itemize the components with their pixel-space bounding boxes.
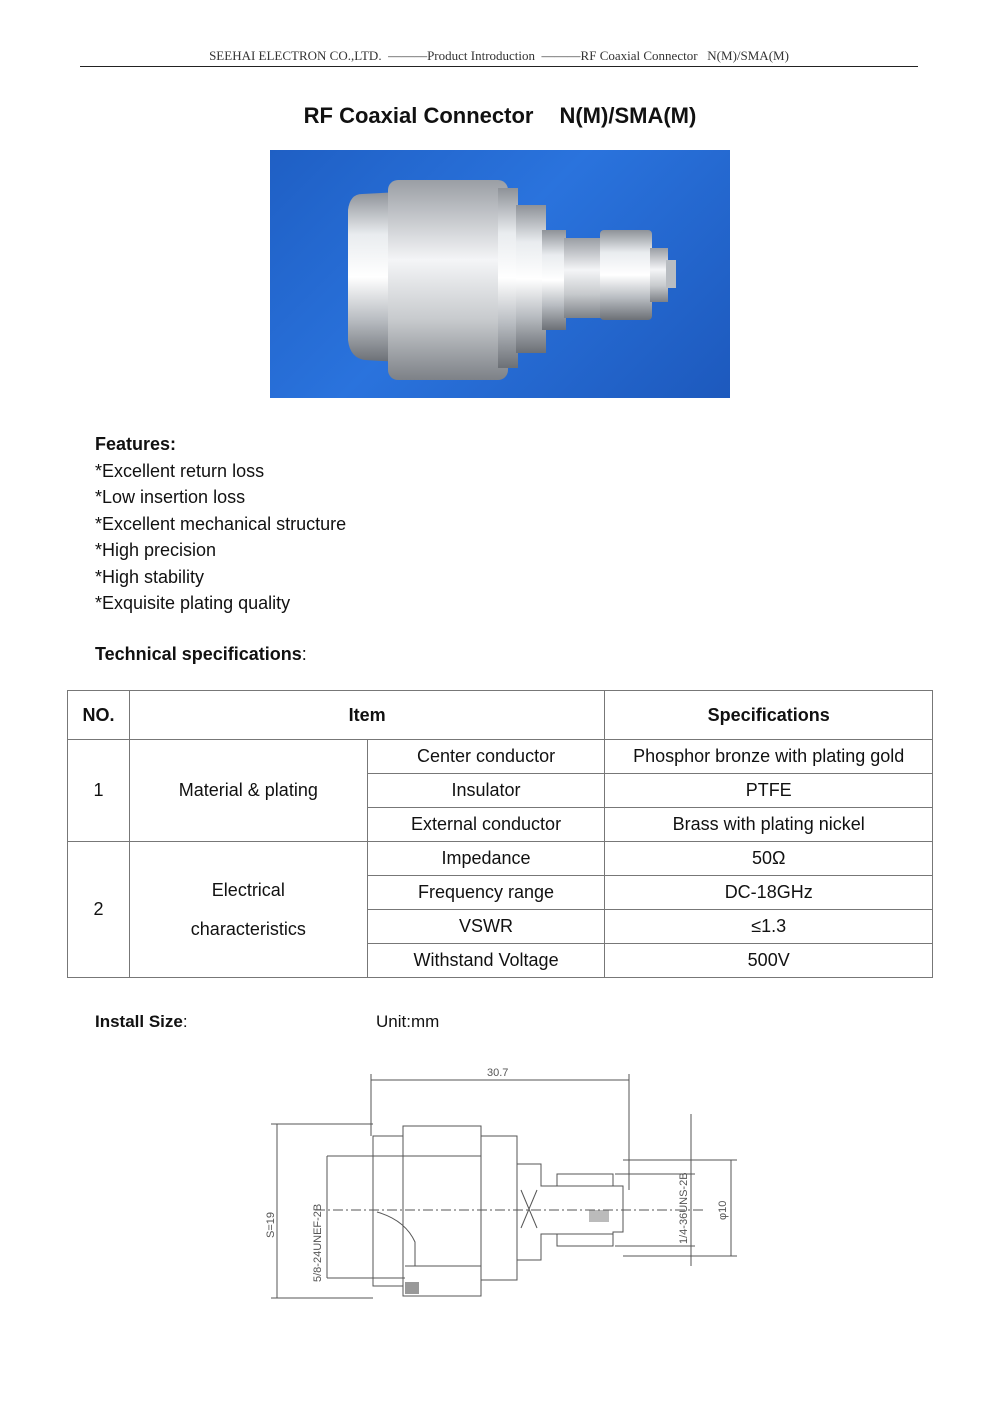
dim-diameter: φ10 <box>717 1200 729 1220</box>
group-no: 1 <box>68 740 130 842</box>
item-cell: Withstand Voltage <box>367 944 605 978</box>
connector-photo-illustration <box>270 150 730 398</box>
spec-cell: Phosphor bronze with plating gold <box>605 740 933 774</box>
tech-spec-heading <box>95 644 307 665</box>
group-category <box>129 842 367 978</box>
item-cell: Impedance <box>367 842 605 876</box>
unit-colon: : <box>406 1012 411 1031</box>
feature-item: *High precision <box>95 540 217 561</box>
col-header-no: NO. <box>68 691 130 740</box>
item-cell: Insulator <box>367 774 605 808</box>
spec-cell: 500V <box>605 944 933 978</box>
header-company: SEEHAI ELECTRON CO.,LTD. <box>209 48 382 63</box>
unit-text: Unit <box>376 1012 407 1031</box>
spec-table <box>67 690 933 978</box>
install-size-text: Install Size <box>95 1012 183 1031</box>
table-row <box>68 842 933 876</box>
spec-cell: PTFE <box>605 774 933 808</box>
features-list <box>95 458 346 616</box>
header-dash-2: ——— <box>541 48 581 63</box>
page-header <box>80 48 918 67</box>
dim-hex-size: S=19 <box>265 1212 277 1238</box>
feature-item: *Excellent mechanical structure <box>95 513 347 534</box>
page-title <box>0 103 1000 129</box>
header-section: Product Introduction <box>427 48 536 63</box>
spec-cell: ≤1.3 <box>605 910 933 944</box>
dim-n-thread: 5/8-24UNEF-2B <box>312 1203 324 1282</box>
item-cell: VSWR <box>367 910 605 944</box>
dim-length: 30.7 <box>487 1067 509 1079</box>
group-no: 2 <box>68 842 130 978</box>
dimension-drawing <box>255 1060 755 1310</box>
spec-cell: 50Ω <box>605 842 933 876</box>
table-row <box>68 740 933 774</box>
tech-spec-heading-text: Technical specifications <box>95 644 302 664</box>
dim-sma-thread: 1/4-36UNS-2B <box>678 1172 690 1244</box>
install-size-colon: : <box>182 1012 188 1031</box>
header-model: N(M)/SMA(M) <box>707 48 789 63</box>
group-category-line: characteristics <box>190 918 306 939</box>
feature-item: *Low insertion loss <box>95 487 246 508</box>
feature-item: *Excellent return loss <box>95 461 265 481</box>
install-size-label <box>95 1012 188 1032</box>
group-category: Material & plating <box>129 740 367 842</box>
spec-table-header-row <box>68 691 933 740</box>
item-cell: Center conductor <box>367 740 605 774</box>
item-cell: Frequency range <box>367 876 605 910</box>
title-model: N(M)/SMA(M) <box>559 103 697 128</box>
install-size-drawing <box>255 1060 755 1310</box>
item-cell: External conductor <box>367 808 605 842</box>
product-photo <box>270 150 730 398</box>
features-heading: Features: <box>95 434 177 454</box>
feature-item: *Exquisite plating quality <box>95 592 291 613</box>
title-name: RF Coaxial Connector <box>303 103 534 128</box>
header-product: RF Coaxial Connector <box>580 48 698 63</box>
unit-label <box>376 1012 439 1032</box>
header-dash-1: ——— <box>388 48 428 63</box>
col-header-spec: Specifications <box>605 691 933 740</box>
unit-value: mm <box>410 1012 440 1031</box>
group-category-line: Electrical <box>211 879 285 900</box>
feature-item: *High stability <box>95 566 205 587</box>
spec-cell: DC-18GHz <box>605 876 933 910</box>
col-header-item: Item <box>129 691 604 740</box>
tech-spec-heading-colon: : <box>301 644 307 664</box>
spec-cell: Brass with plating nickel <box>605 808 933 842</box>
